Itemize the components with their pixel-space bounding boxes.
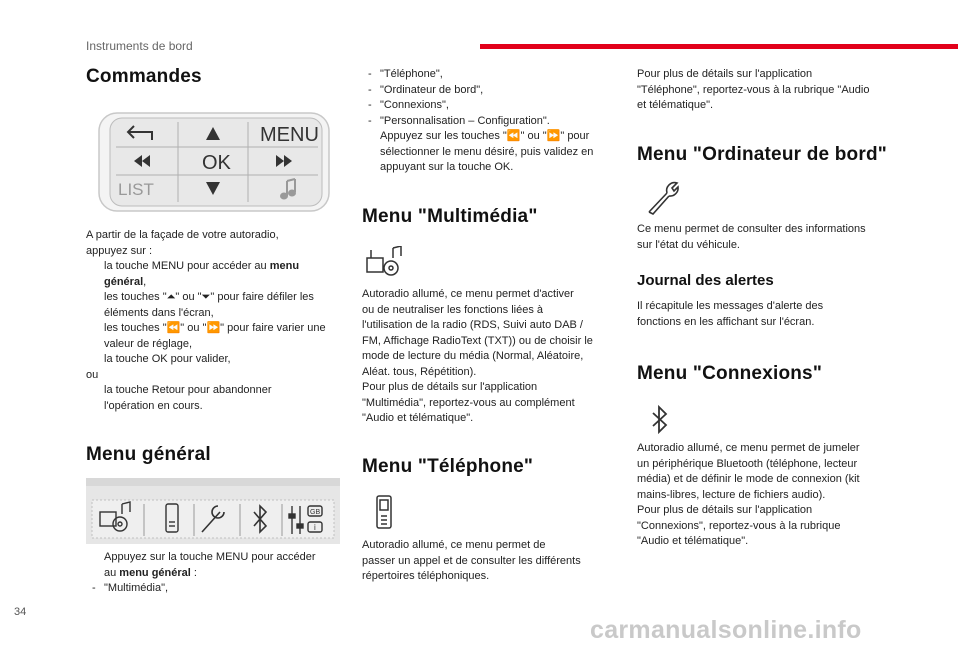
title-menu-connexions: Menu "Connexions" [637, 363, 823, 384]
header-accent-bar [480, 44, 958, 49]
dash-item: - "Multimédia", [92, 582, 169, 594]
menu-list-continued [362, 67, 624, 176]
telephone-description: Autoradio allumé, ce menu permet de passer un appel et de consulter les différents répertoires téléphoniques. [362, 539, 581, 582]
multimedia-icon [365, 246, 405, 276]
ok-key-label: OK [202, 152, 231, 174]
page-number: 34 [14, 606, 27, 618]
dash-item: - "Connexions", [368, 99, 449, 111]
watermark: carmanualsonline.info [590, 616, 862, 644]
connexions-description: Autoradio allumé, ce menu permet de jumeler un périphérique Bluetooth (téléphone, lecteur média) et de définir le mode de connexion (kit mains-libres, lecture de fichiers audio). Pour plus de détails sur l'application "Connexions", reportez-vous à la rubrique "Audio et télématique". [637, 442, 860, 547]
bullet-item: la touche MENU pour accéder au menu général, [104, 260, 300, 288]
intro-line: appuyez sur : [86, 244, 153, 257]
dash-item: - "Téléphone", [368, 68, 443, 80]
bullet-item: la touche OK pour valider, [104, 353, 231, 365]
ordinateur-description: Ce menu permet de consulter des informations sur l'état du véhicule. [637, 223, 866, 251]
title-menu-ordinateur: Menu "Ordinateur de bord" [637, 144, 887, 165]
bullet-item: les touches "⏶" ou "⏷" pour faire défiler les éléments dans l'écran, [104, 291, 314, 319]
title-menu-telephone: Menu "Téléphone" [362, 456, 534, 477]
radio-control-panel [98, 112, 330, 212]
bluetooth-icon [650, 404, 670, 436]
info-label: i [314, 523, 316, 532]
title-journal-alertes: Journal des alertes [637, 272, 774, 289]
or-text: ou [86, 368, 99, 381]
commandes-instructions [86, 228, 346, 414]
title-menu-multimedia: Menu "Multimédia" [362, 206, 538, 227]
phone-icon [374, 494, 394, 530]
wrench-icon [645, 180, 681, 216]
intro-line: A partir de la façade de votre autoradio, [86, 229, 279, 241]
menu-general-bar [86, 478, 340, 544]
menu-key-label: MENU [260, 124, 319, 146]
bullet-item: Appuyez sur la touche MENU pour accéder au menu général : [104, 551, 316, 579]
section-header: Instruments de bord [86, 39, 193, 53]
list-key-label: LIST [118, 180, 154, 199]
alertes-description: Il récapitule les messages d'alerte des fonctions en les affichant sur l'écran. [637, 300, 824, 328]
bullet-item: les touches "⏪" ou "⏩" pour faire varier une valeur de réglage, [104, 322, 326, 350]
telephone-reference: Pour plus de détails sur l'application "Téléphone", reportez-vous à la rubrique "Audio et télématique". [637, 68, 870, 111]
multimedia-description: Autoradio allumé, ce menu permet d'activer ou de neutraliser les fonctions liées à l'utilisation de la radio (RDS, Suivi auto DAB / FM, Affichage RadioText (TXT)) ou de choisir le mode de lecture du média (Normal, Aléatoire, Aléat. tous, Répétition). Pour plus de détails sur l'application "Multimédia", reportez-vous au complément "Audio et télématique". [362, 288, 593, 424]
bullet-item: Appuyez sur les touches "⏪" ou "⏩" pour sélectionner le menu désiré, puis validez en appuyant sur la touche OK. [380, 130, 594, 173]
gb-label: GB [310, 509, 321, 516]
title-menu-general: Menu général [86, 444, 211, 465]
title-commandes: Commandes [86, 66, 202, 87]
menu-general-instructions [86, 550, 346, 597]
dash-item: - "Ordinateur de bord", [368, 83, 484, 96]
bullet-item: la touche Retour pour abandonner l'opération en cours. [104, 384, 272, 412]
dash-item: - "Personnalisation – Configuration". [368, 114, 550, 127]
